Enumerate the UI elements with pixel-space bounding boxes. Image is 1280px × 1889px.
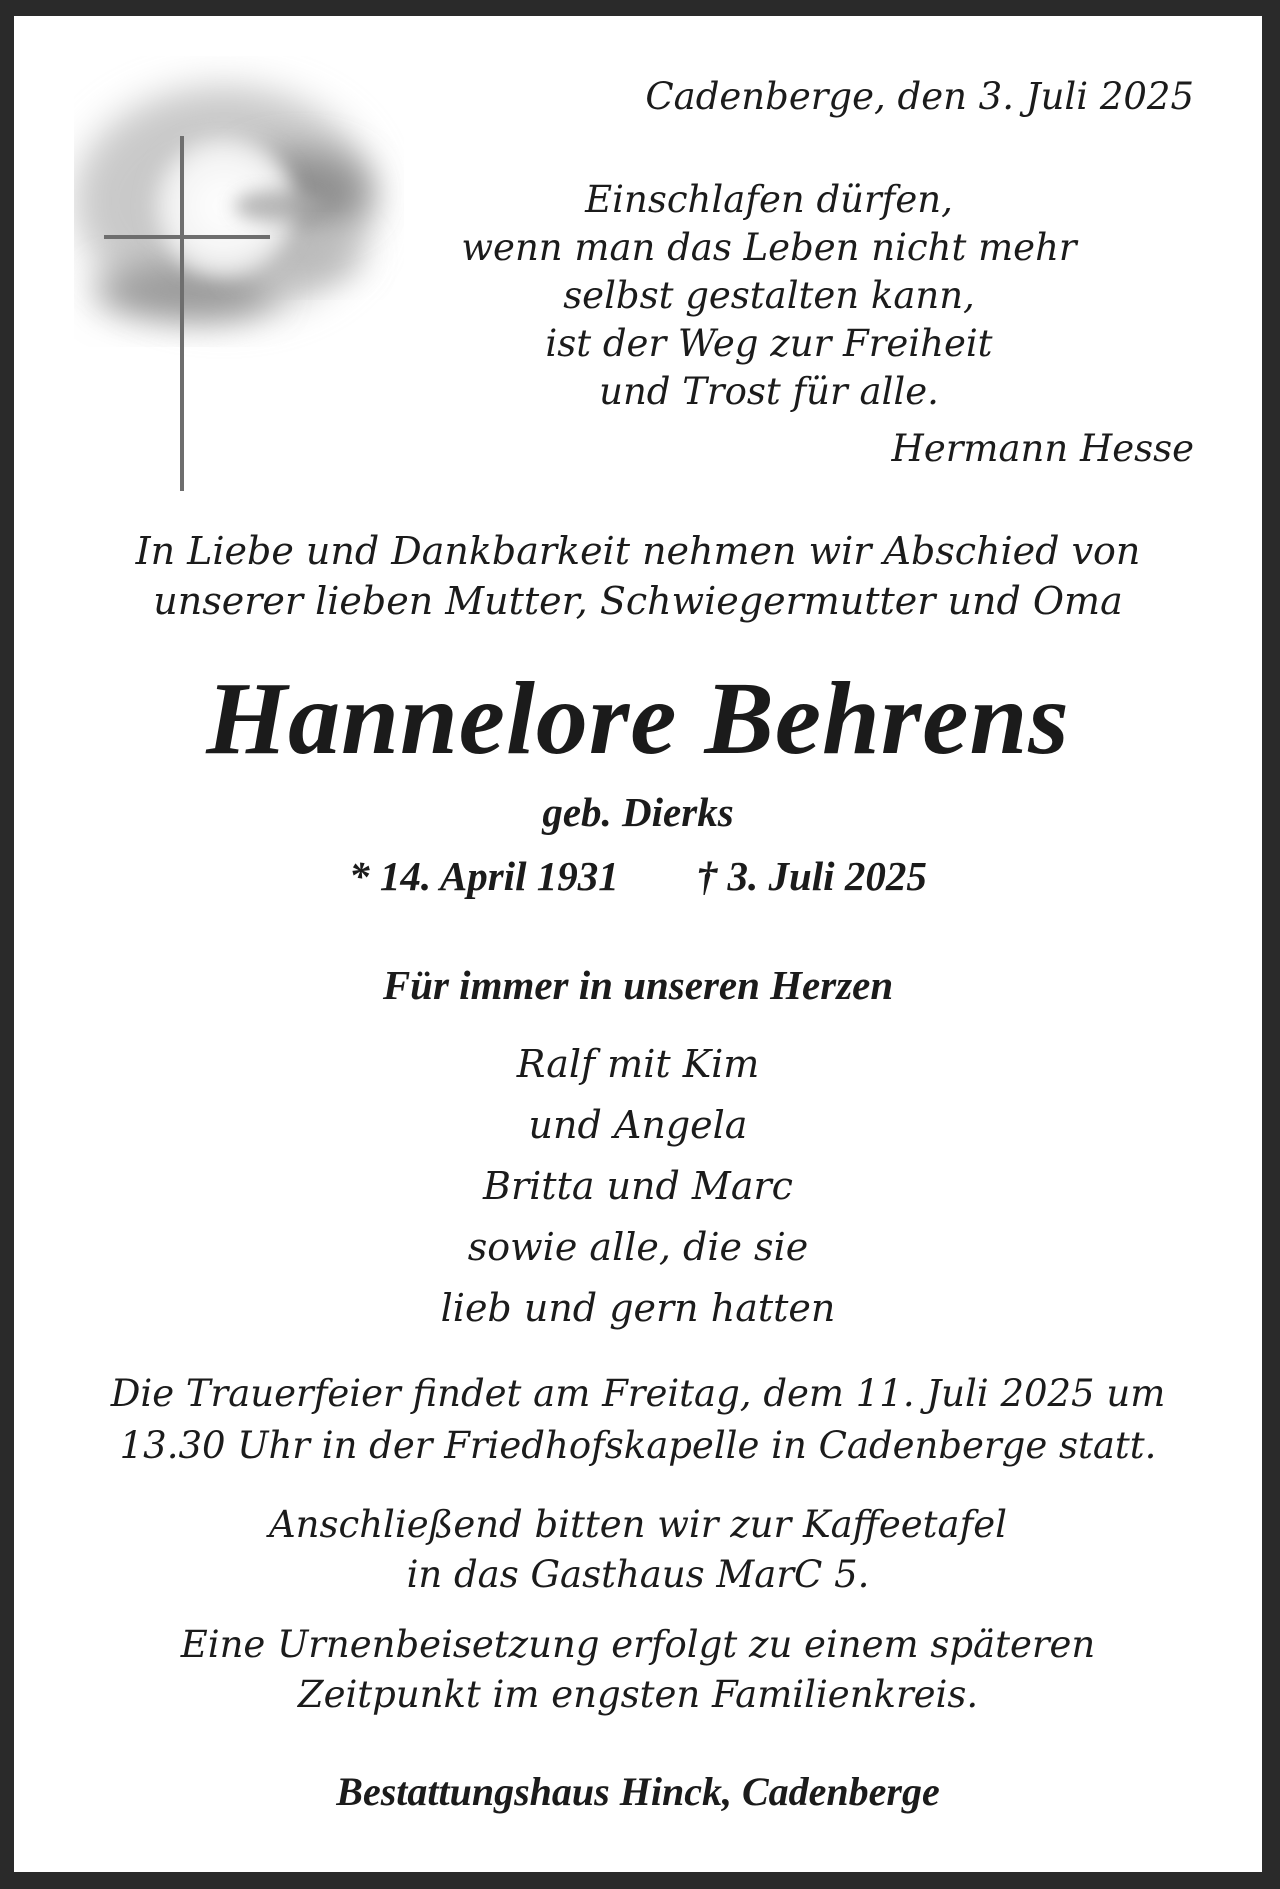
undertaker: Bestattungshaus Hinck, Cadenberge — [336, 1769, 940, 1814]
burial-line: Eine Urnenbeisetzung erfolgt zu einem späteren — [180, 1623, 1096, 1666]
poem-author: Hermann Hesse — [891, 427, 1194, 470]
poem-line: Einschlafen dürfen, — [585, 178, 953, 221]
burial-line: Zeitpunkt im engsten Familienkreis. — [297, 1673, 979, 1716]
death-date: † 3. Juli 2025 — [696, 853, 927, 899]
place-and-date: Cadenberge, den 3. Juli 2025 — [645, 75, 1194, 118]
service-line: 13.30 Uhr in der Friedhofskapelle in Cadenberge statt. — [119, 1424, 1157, 1467]
coffee-reception-info — [14, 1500, 1262, 1600]
poem-line: und Trost für alle. — [599, 370, 939, 413]
mourner-line: Ralf mit Kim — [516, 1042, 760, 1086]
urn-burial-info — [14, 1620, 1262, 1720]
poem-line: ist der Weg zur Freiheit — [545, 322, 993, 365]
poem — [454, 176, 1084, 416]
motto: Für immer in unseren Herzen — [382, 962, 894, 1008]
cross-with-moon-icon — [74, 56, 404, 496]
poem-line: wenn man das Leben nicht mehr — [461, 226, 1077, 269]
deceased-name: Hannelore Behrens — [206, 661, 1070, 776]
mourner-line: lieb und gern hatten — [440, 1286, 836, 1330]
obituary-notice — [14, 16, 1262, 1872]
funeral-service-info — [14, 1368, 1262, 1472]
service-line: Die Trauerfeier findet am Freitag, dem 11. Juli 2025 um — [110, 1372, 1166, 1415]
poem-line: selbst gestalten kann, — [563, 274, 975, 317]
mourner-line: sowie alle, die sie — [467, 1225, 809, 1269]
farewell-line: unserer lieben Mutter, Schwiegermutter und Oma — [153, 579, 1123, 623]
coffee-line: in das Gasthaus MarC 5. — [406, 1553, 870, 1596]
birth-date: * 14. April 1931 — [349, 853, 619, 899]
mourners-list — [14, 1034, 1262, 1339]
coffee-line: Anschließend bitten wir zur Kaffeetafel — [268, 1503, 1008, 1546]
birth-name: geb. Dierks — [542, 789, 734, 835]
farewell-text — [14, 526, 1262, 626]
life-dates — [14, 852, 1262, 900]
mourner-line: Britta und Marc — [483, 1164, 793, 1208]
farewell-line: In Liebe und Dankbarkeit nehmen wir Abschied von — [135, 529, 1141, 573]
mourner-line: und Angela — [528, 1103, 748, 1147]
